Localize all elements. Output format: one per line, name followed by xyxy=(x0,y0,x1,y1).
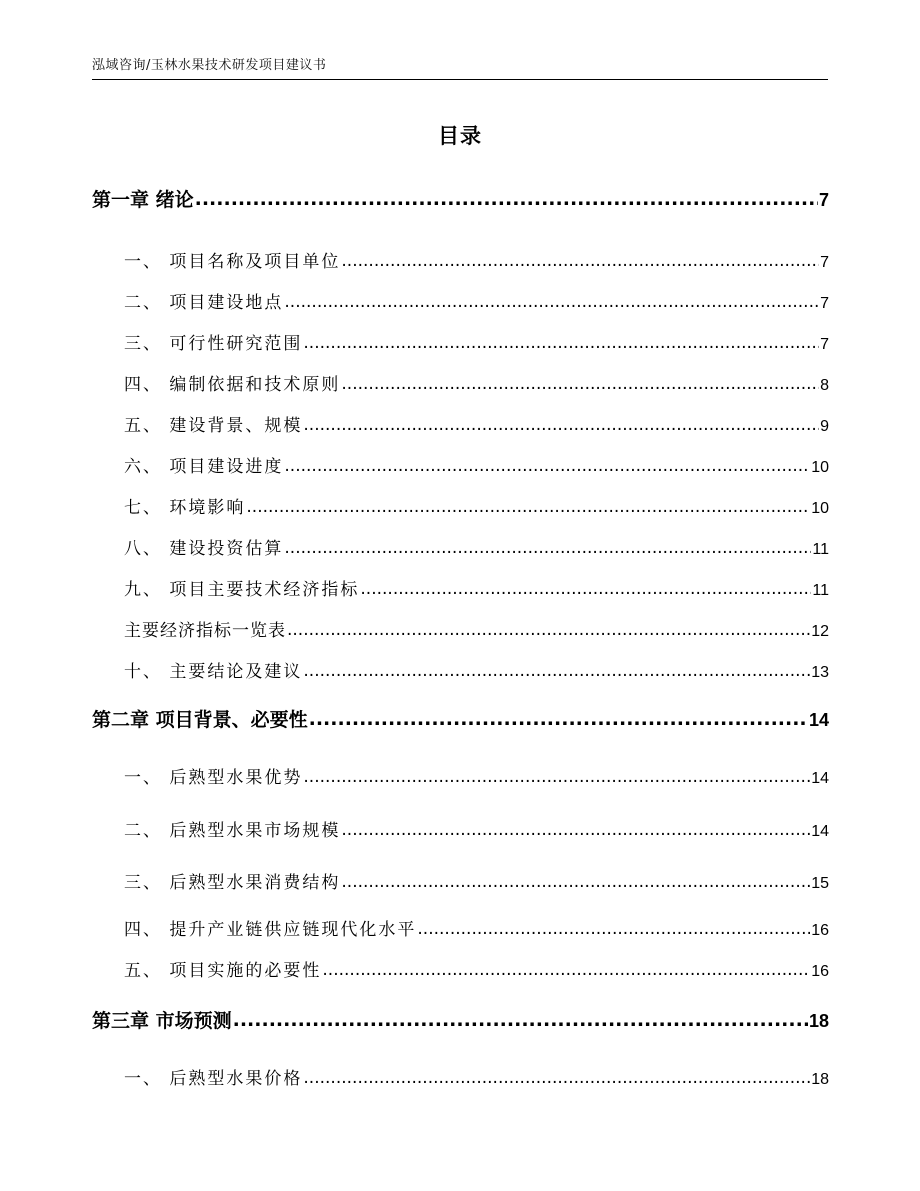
toc-entry-page: 8 xyxy=(820,377,829,394)
leader-dots xyxy=(309,708,808,730)
toc-entry-page: 10 xyxy=(811,500,829,517)
leader-dots xyxy=(284,456,810,476)
toc-entry[interactable] xyxy=(92,915,829,940)
toc-entry-page: 14 xyxy=(811,770,829,787)
running-header: 泓域咨询/玉林水果技术研发项目建议书 xyxy=(92,58,327,73)
toc-entry-page: 7 xyxy=(818,190,829,210)
toc-entry-page: 14 xyxy=(808,710,829,730)
toc-entry-label: 一、 项目名称及项目单位 xyxy=(124,252,341,272)
leader-dots xyxy=(195,188,818,210)
toc-entry-page: 15 xyxy=(811,875,829,892)
toc-entry[interactable] xyxy=(92,1064,829,1089)
leader-dots xyxy=(341,374,819,394)
toc-entry-chapter-3[interactable] xyxy=(92,1006,829,1033)
toc-entry-page: 9 xyxy=(820,418,829,435)
toc-entry-page: 18 xyxy=(811,1071,829,1088)
leader-dots xyxy=(341,251,819,271)
leader-dots xyxy=(303,767,810,787)
toc-entry-label: 二、 后熟型水果市场规模 xyxy=(124,821,341,841)
leader-dots xyxy=(303,415,819,435)
leader-dots xyxy=(322,960,810,980)
toc-entry-chapter-1[interactable] xyxy=(92,185,829,212)
toc-entry-label: 五、 项目实施的必要性 xyxy=(124,961,322,981)
toc-entry-label: 第三章 市场预测 xyxy=(92,1010,232,1032)
toc-entry-page: 7 xyxy=(820,336,829,353)
toc-entry-label: 一、 后熟型水果价格 xyxy=(124,1069,303,1089)
leader-dots xyxy=(303,661,810,681)
toc-entry[interactable] xyxy=(92,816,829,841)
leader-dots xyxy=(417,919,810,939)
toc-entry-label: 六、 项目建设进度 xyxy=(124,457,284,477)
toc-entry-label: 一、 后熟型水果优势 xyxy=(124,768,303,788)
toc-entry-label: 三、 可行性研究范围 xyxy=(124,334,303,354)
toc-entry-chapter-2[interactable] xyxy=(92,705,829,732)
toc-entry[interactable] xyxy=(92,493,829,518)
header-divider xyxy=(92,79,828,80)
leader-dots xyxy=(341,872,810,892)
leader-dots xyxy=(233,1009,808,1031)
toc-entry-page: 18 xyxy=(808,1011,829,1031)
leader-dots xyxy=(360,579,811,599)
toc-entry[interactable] xyxy=(92,247,829,272)
toc-entry-label: 三、 后熟型水果消费结构 xyxy=(124,873,341,893)
toc-entry-page: 16 xyxy=(811,922,829,939)
toc-entry[interactable] xyxy=(92,616,829,641)
toc-entry[interactable] xyxy=(92,288,829,313)
toc-entry[interactable] xyxy=(92,657,829,682)
toc-entry[interactable] xyxy=(92,868,829,893)
toc-entry-page: 16 xyxy=(811,963,829,980)
toc-entry-page: 11 xyxy=(812,541,829,558)
toc-entry[interactable] xyxy=(92,370,829,395)
leader-dots xyxy=(303,1068,810,1088)
toc-entry-label: 九、 项目主要技术经济指标 xyxy=(124,580,360,600)
toc-entry-label: 第二章 项目背景、必要性 xyxy=(92,709,308,731)
toc-entry[interactable] xyxy=(92,575,829,600)
toc-entry[interactable] xyxy=(92,534,829,559)
leader-dots xyxy=(287,620,810,640)
toc-entry[interactable] xyxy=(92,956,829,981)
leader-dots xyxy=(341,820,810,840)
toc-entry-page: 10 xyxy=(811,459,829,476)
toc-entry-label: 四、 编制依据和技术原则 xyxy=(124,375,341,395)
leader-dots xyxy=(246,497,810,517)
leader-dots xyxy=(284,538,811,558)
toc-entry-page: 14 xyxy=(811,823,829,840)
toc-entry-page: 12 xyxy=(811,623,829,640)
toc-entry[interactable] xyxy=(92,763,829,788)
toc-entry-label: 五、 建设背景、规模 xyxy=(124,416,303,436)
toc-entry-page: 11 xyxy=(812,582,829,599)
toc-entry-label: 四、 提升产业链供应链现代化水平 xyxy=(124,920,417,940)
toc-entry-page: 7 xyxy=(820,295,829,312)
leader-dots xyxy=(284,292,819,312)
toc-entry-label: 十、 主要结论及建议 xyxy=(124,662,303,682)
toc-entry[interactable] xyxy=(92,411,829,436)
toc-title: 目录 xyxy=(438,124,482,148)
leader-dots xyxy=(303,333,819,353)
toc-entry-label: 八、 建设投资估算 xyxy=(124,539,284,559)
toc-entry[interactable] xyxy=(92,329,829,354)
toc-entry-label: 主要经济指标一览表 xyxy=(124,621,286,641)
toc-entry-label: 第一章 绪论 xyxy=(92,189,194,211)
toc-entry-label: 七、 环境影响 xyxy=(124,498,246,518)
toc-entry-page: 7 xyxy=(820,254,829,271)
toc-entry-label: 二、 项目建设地点 xyxy=(124,293,284,313)
toc-entry[interactable] xyxy=(92,452,829,477)
toc-entry-page: 13 xyxy=(811,664,829,681)
